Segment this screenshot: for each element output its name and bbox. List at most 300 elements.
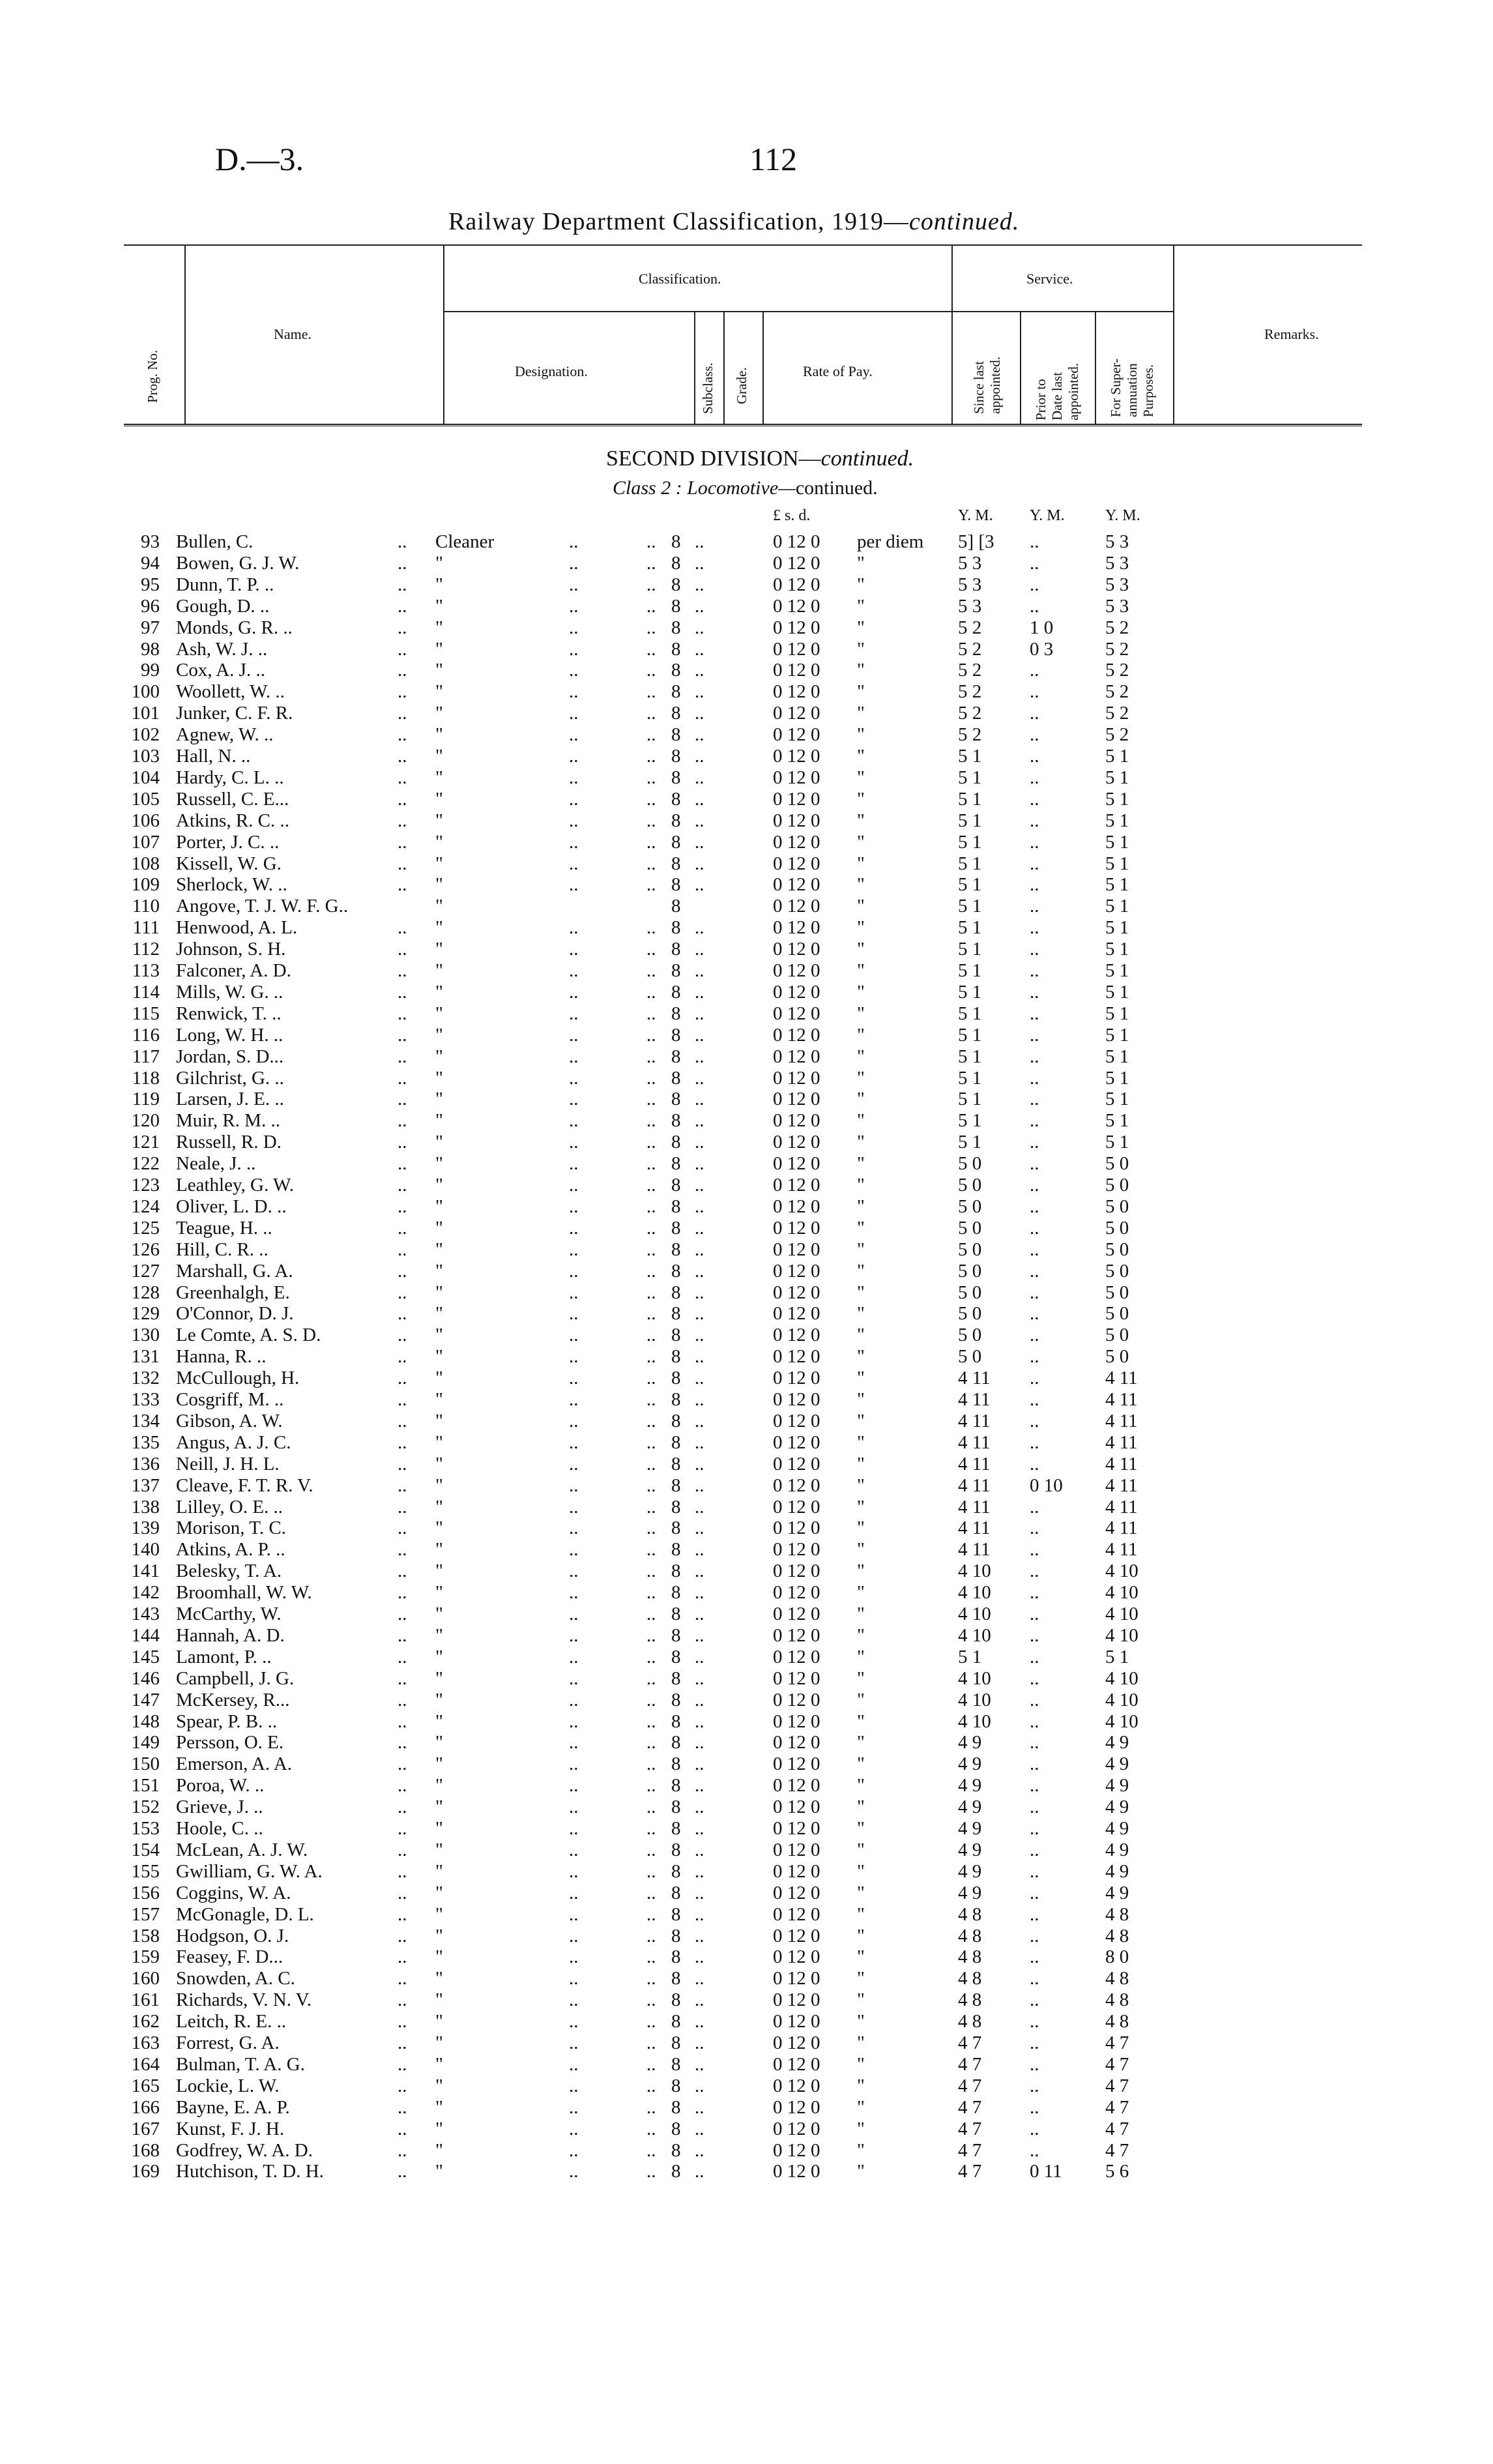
superannuation-cell: 5 2 — [1105, 681, 1129, 703]
rate-cell: 0 12 0 — [773, 1946, 820, 1968]
grade-cell: 8 — [671, 1882, 681, 1903]
designation-cell: " — [435, 896, 443, 917]
rate-suffix-cell: " — [857, 767, 865, 788]
grade-cell: 8 — [671, 1775, 681, 1797]
leader-dots: .. — [398, 574, 407, 595]
leader-dots: .. — [398, 1689, 407, 1710]
prog-no-cell: 114 — [132, 981, 160, 1003]
leader-dots: .. — [569, 2011, 579, 2032]
leader-dots: .. — [398, 1003, 407, 1024]
designation-cell: " — [435, 853, 443, 874]
grade-cell: 8 — [671, 1624, 681, 1646]
grade-cell: 8 — [671, 1946, 681, 1968]
document-id: D.—3. — [215, 141, 304, 177]
rate-suffix-cell: " — [857, 1046, 865, 1067]
leader-dots: .. — [695, 917, 704, 939]
grade-cell: 8 — [671, 1518, 681, 1539]
table-row — [0, 1582, 1493, 1604]
designation-cell: " — [435, 1239, 443, 1260]
prog-no-cell: 103 — [131, 746, 160, 767]
leader-dots: .. — [398, 981, 407, 1003]
prior-to-date-cell: .. — [1030, 1582, 1039, 1604]
name-cell: Poroa, W. .. — [176, 1775, 265, 1797]
name-cell: Sherlock, W. .. — [176, 874, 287, 896]
table-row — [0, 1497, 1493, 1518]
rate-suffix-cell: " — [857, 1325, 865, 1346]
prog-no-cell: 138 — [131, 1496, 160, 1518]
prior-to-date-cell: .. — [1030, 1753, 1039, 1775]
since-last-cell: 5 2 — [958, 617, 982, 638]
superannuation-cell: 5 1 — [1105, 831, 1129, 853]
name-cell: McCullough, H. — [176, 1368, 300, 1389]
leader-dots: .. — [398, 1410, 407, 1431]
rate-suffix-cell: " — [857, 1003, 865, 1024]
rate-cell: 0 12 0 — [773, 1175, 820, 1195]
prior-to-date-cell: .. — [1030, 1153, 1039, 1175]
rate-cell: 0 12 0 — [773, 1303, 820, 1325]
name-cell: Neale, J. .. — [176, 1153, 256, 1175]
header-mid-rule — [443, 311, 1173, 312]
prior-to-date-cell: .. — [1030, 574, 1039, 595]
grade-cell: 8 — [671, 1667, 681, 1689]
leader-dots: .. — [398, 1539, 407, 1561]
since-last-cell: 5 0 — [958, 1303, 982, 1325]
leader-dots: .. — [569, 1346, 579, 1368]
leader-dots: .. — [398, 2118, 407, 2139]
designation-cell: " — [435, 1775, 443, 1797]
rate-cell: 0 12 0 — [773, 1368, 820, 1389]
leader-dots: .. — [695, 1582, 704, 1604]
name-cell: Agnew, W. .. — [176, 724, 274, 746]
leader-dots: .. — [695, 1882, 704, 1903]
leader-dots: .. — [646, 1067, 656, 1089]
designation-cell: " — [435, 703, 443, 724]
grade-cell: 8 — [671, 1903, 681, 1925]
superannuation-cell: 5 1 — [1105, 874, 1129, 896]
grade-cell: 8 — [671, 1453, 681, 1474]
name-cell: Bayne, E. A. P. — [176, 2096, 290, 2118]
prog-no-cell: 135 — [131, 1431, 160, 1453]
prog-no-cell: 110 — [132, 896, 160, 917]
table-row — [0, 1218, 1493, 1239]
leader-dots: .. — [569, 574, 579, 595]
superannuation-cell: 5 0 — [1105, 1260, 1129, 1282]
superannuation-cell: 4 8 — [1105, 1989, 1129, 2011]
superannuation-cell: 5 1 — [1105, 939, 1129, 960]
leader-dots: .. — [398, 724, 407, 746]
prog-no-cell: 100 — [131, 681, 160, 703]
leader-dots: .. — [695, 1282, 704, 1303]
since-last-cell: 4 8 — [958, 1903, 982, 1925]
leader-dots: .. — [569, 1797, 579, 1818]
leader-dots: .. — [646, 1346, 656, 1368]
since-last-cell: 5 1 — [958, 1046, 982, 1067]
table-row — [0, 1883, 1493, 1904]
grade-cell: 8 — [671, 1925, 681, 1946]
leader-dots: .. — [695, 2075, 704, 2096]
prog-no-cell: 94 — [141, 552, 160, 574]
prior-to-date-cell: .. — [1030, 1110, 1039, 1132]
leader-dots: .. — [695, 1260, 704, 1282]
leader-dots: .. — [569, 1989, 579, 2011]
grade-cell: 8 — [671, 1582, 681, 1604]
designation-cell: " — [435, 767, 443, 788]
designation-cell: " — [435, 1732, 443, 1753]
name-cell: Hall, N. .. — [176, 746, 251, 767]
leader-dots: .. — [646, 2075, 656, 2096]
prior-to-date-cell: .. — [1030, 724, 1039, 746]
since-last-cell: 5 1 — [958, 1646, 982, 1667]
superannuation-cell: 4 9 — [1105, 1732, 1129, 1753]
grade-cell: 8 — [671, 1089, 681, 1110]
superannuation-cell: 5 1 — [1105, 853, 1129, 874]
leader-dots: .. — [569, 2161, 579, 2182]
leader-dots: .. — [569, 1775, 579, 1797]
grade-cell: 8 — [671, 660, 681, 681]
prog-no-cell: 148 — [131, 1710, 160, 1732]
table-row — [0, 1175, 1493, 1196]
prior-to-date-cell: .. — [1030, 2118, 1039, 2139]
leader-dots: .. — [398, 1431, 407, 1453]
designation-cell: " — [435, 1882, 443, 1903]
since-last-cell: 5 1 — [958, 810, 982, 831]
since-last-cell: 5 1 — [958, 939, 982, 960]
name-cell: Oliver, L. D. .. — [176, 1195, 287, 1217]
leader-dots: .. — [695, 1797, 704, 1818]
designation-cell: " — [435, 939, 443, 960]
table-row — [0, 724, 1493, 746]
leader-dots: .. — [398, 1217, 407, 1239]
grade-cell: 8 — [671, 1989, 681, 2011]
prog-no-cell: 127 — [131, 1260, 160, 1282]
grade-cell: 8 — [671, 1024, 681, 1046]
superannuation-cell: 5 1 — [1105, 1046, 1129, 1067]
prog-no-cell: 150 — [131, 1753, 160, 1775]
rate-suffix-cell: " — [857, 2096, 865, 2118]
prog-no-cell: 120 — [131, 1110, 160, 1132]
leader-dots: .. — [646, 1175, 656, 1195]
grade-cell: 8 — [671, 1110, 681, 1132]
rate-cell: 0 12 0 — [773, 724, 820, 746]
leader-dots: .. — [695, 831, 704, 853]
leader-dots: .. — [398, 1604, 407, 1624]
rate-suffix-cell: " — [857, 2161, 865, 2182]
table-row — [0, 617, 1493, 639]
prior-to-date-cell: .. — [1030, 1175, 1039, 1195]
name-cell: McLean, A. J. W. — [176, 1839, 308, 1860]
table-row — [0, 1989, 1493, 2011]
rate-cell: 0 12 0 — [773, 1046, 820, 1067]
grade-cell: 8 — [671, 1067, 681, 1089]
table-row — [0, 2011, 1493, 2032]
leader-dots: .. — [646, 638, 656, 660]
grade-cell: 8 — [671, 1132, 681, 1153]
leader-dots: .. — [646, 1453, 656, 1474]
rate-suffix-cell: " — [857, 660, 865, 681]
leader-dots: .. — [569, 1839, 579, 1860]
header-name: Name. — [274, 326, 312, 342]
prior-to-date-cell: .. — [1030, 2053, 1039, 2075]
grade-cell: 8 — [671, 574, 681, 595]
superannuation-cell: 5 2 — [1105, 638, 1129, 660]
leader-dots: .. — [695, 874, 704, 896]
prior-to-date-cell: .. — [1030, 1195, 1039, 1217]
superannuation-cell: 5 1 — [1105, 1024, 1129, 1046]
superannuation-cell: 8 0 — [1105, 1946, 1129, 1968]
leader-dots: .. — [646, 1667, 656, 1689]
prog-no-cell: 162 — [131, 2011, 160, 2032]
leader-dots: .. — [398, 617, 407, 638]
rate-suffix-cell: " — [857, 1346, 865, 1368]
since-last-cell: 5 2 — [958, 724, 982, 746]
rate-suffix-cell: " — [857, 1925, 865, 1946]
leader-dots: .. — [569, 703, 579, 724]
rate-cell: 0 12 0 — [773, 1753, 820, 1775]
rate-cell: 0 12 0 — [773, 1453, 820, 1474]
leader-dots: .. — [569, 2118, 579, 2139]
leader-dots: .. — [398, 1989, 407, 2011]
superannuation-cell: 5 2 — [1105, 617, 1129, 638]
designation-cell: " — [435, 1518, 443, 1539]
leader-dots: .. — [646, 2161, 656, 2182]
name-cell: Leathley, G. W. — [176, 1175, 294, 1195]
grade-cell: 8 — [671, 831, 681, 853]
rate-suffix-cell: " — [857, 981, 865, 1003]
designation-cell: " — [435, 1175, 443, 1195]
leader-dots: .. — [569, 960, 579, 981]
table-row — [0, 1132, 1493, 1153]
leader-dots: .. — [646, 1646, 656, 1667]
leader-dots: .. — [569, 810, 579, 831]
grade-cell: 8 — [671, 874, 681, 896]
leader-dots: .. — [646, 981, 656, 1003]
rate-cell: 0 12 0 — [773, 896, 820, 917]
superannuation-cell: 4 10 — [1105, 1604, 1138, 1624]
rate-suffix-cell: " — [857, 874, 865, 896]
prog-no-cell: 98 — [141, 638, 160, 660]
rate-suffix-cell: per diem — [857, 531, 924, 552]
rate-cell: 0 12 0 — [773, 1968, 820, 1989]
rate-cell: 0 12 0 — [773, 574, 820, 595]
prior-to-date-cell: .. — [1030, 917, 1039, 939]
superannuation-cell: 4 9 — [1105, 1860, 1129, 1882]
leader-dots: .. — [569, 1431, 579, 1453]
leader-dots: .. — [695, 2161, 704, 2182]
leader-dots: .. — [646, 1925, 656, 1946]
rate-suffix-cell: " — [857, 1217, 865, 1239]
leader-dots: .. — [569, 1732, 579, 1753]
leader-dots: .. — [398, 1389, 407, 1410]
name-cell: McGonagle, D. L. — [176, 1903, 314, 1925]
leader-dots: .. — [646, 1624, 656, 1646]
designation-cell: " — [435, 1839, 443, 1860]
grade-cell: 8 — [671, 617, 681, 638]
designation-cell: " — [435, 2075, 443, 2096]
rate-cell: 0 12 0 — [773, 1561, 820, 1582]
name-cell: Lilley, O. E. .. — [176, 1496, 283, 1518]
superannuation-cell: 5 1 — [1105, 981, 1129, 1003]
name-cell: Ash, W. J. .. — [176, 638, 268, 660]
leader-dots: .. — [695, 810, 704, 831]
leader-dots: .. — [695, 2139, 704, 2161]
prog-no-cell: 153 — [131, 1818, 160, 1839]
since-last-cell: 4 10 — [958, 1561, 991, 1582]
table-row — [0, 2119, 1493, 2140]
designation-cell: " — [435, 681, 443, 703]
superannuation-cell: 4 7 — [1105, 2096, 1129, 2118]
designation-cell: " — [435, 1003, 443, 1024]
name-cell: Angove, T. J. W. F. G.. — [176, 896, 349, 917]
leader-dots: .. — [398, 1453, 407, 1474]
leader-dots: .. — [398, 831, 407, 853]
header-grade: Grade. — [734, 367, 749, 404]
designation-cell: " — [435, 1325, 443, 1346]
rate-suffix-cell: " — [857, 681, 865, 703]
superannuation-cell: 4 11 — [1105, 1518, 1138, 1539]
rate-cell: 0 12 0 — [773, 703, 820, 724]
unit-ym-since: Y. M. — [958, 507, 993, 524]
leader-dots: .. — [569, 681, 579, 703]
leader-dots: .. — [398, 1667, 407, 1689]
leader-dots: .. — [695, 1818, 704, 1839]
leader-dots: .. — [569, 939, 579, 960]
leader-dots: .. — [398, 1903, 407, 1925]
leader-dots: .. — [695, 1153, 704, 1175]
since-last-cell: 4 11 — [958, 1474, 991, 1496]
prior-to-date-cell: .. — [1030, 1046, 1039, 1067]
name-cell: Leitch, R. E. .. — [176, 2011, 287, 2032]
prior-to-date-cell: .. — [1030, 746, 1039, 767]
leader-dots: .. — [646, 1818, 656, 1839]
leader-dots: .. — [569, 1153, 579, 1175]
prog-no-cell: 142 — [131, 1582, 160, 1604]
name-cell: Dunn, T. P. .. — [176, 574, 274, 595]
unit-ym-super: Y. M. — [1105, 507, 1140, 524]
table-row — [0, 1196, 1493, 1218]
leader-dots: .. — [646, 1539, 656, 1561]
leader-dots: .. — [695, 1989, 704, 2011]
leader-dots: .. — [695, 1217, 704, 1239]
leader-dots: .. — [646, 2032, 656, 2053]
leader-dots: .. — [646, 660, 656, 681]
leader-dots: .. — [569, 1604, 579, 1624]
grade-cell: 8 — [671, 2032, 681, 2053]
superannuation-cell: 5 1 — [1105, 917, 1129, 939]
rate-cell: 0 12 0 — [773, 1431, 820, 1453]
rate-cell: 0 12 0 — [773, 746, 820, 767]
leader-dots: .. — [398, 2161, 407, 2182]
rate-cell: 0 12 0 — [773, 1496, 820, 1518]
grade-cell: 8 — [671, 1474, 681, 1496]
table-row — [0, 1475, 1493, 1497]
leader-dots: .. — [646, 1282, 656, 1303]
leader-dots: .. — [695, 1346, 704, 1368]
leader-dots: .. — [695, 1389, 704, 1410]
leader-dots: .. — [695, 1132, 704, 1153]
prog-no-cell: 109 — [131, 874, 160, 896]
leader-dots: .. — [646, 1239, 656, 1260]
prior-to-date-cell: .. — [1030, 1453, 1039, 1474]
leader-dots: .. — [569, 1753, 579, 1775]
since-last-cell: 5 1 — [958, 1110, 982, 1132]
prior-to-date-cell: .. — [1030, 1518, 1039, 1539]
name-cell: Godfrey, W. A. D. — [176, 2139, 313, 2161]
leader-dots: .. — [695, 1839, 704, 1860]
prog-no-cell: 166 — [131, 2096, 160, 2118]
leader-dots: .. — [398, 1346, 407, 1368]
leader-dots: .. — [695, 1753, 704, 1775]
prog-no-cell: 96 — [141, 595, 160, 617]
grade-cell: 8 — [671, 1368, 681, 1389]
designation-cell: " — [435, 1110, 443, 1132]
since-last-cell: 5 2 — [958, 681, 982, 703]
name-cell: Marshall, G. A. — [176, 1260, 293, 1282]
superannuation-cell: 5 1 — [1105, 767, 1129, 788]
prior-to-date-cell: .. — [1030, 1561, 1039, 1582]
leader-dots: .. — [398, 531, 407, 552]
rate-suffix-cell: " — [857, 1775, 865, 1797]
prog-no-cell: 139 — [131, 1518, 160, 1539]
leader-dots: .. — [398, 1046, 407, 1067]
grade-cell: 8 — [671, 767, 681, 788]
name-cell: Porter, J. C. .. — [176, 831, 280, 853]
prog-no-cell: 163 — [131, 2032, 160, 2053]
leader-dots: .. — [398, 1175, 407, 1195]
table-row — [0, 1282, 1493, 1304]
leader-dots: .. — [398, 2139, 407, 2161]
rate-suffix-cell: " — [857, 1710, 865, 1732]
leader-dots: .. — [569, 1667, 579, 1689]
since-last-cell: 5 2 — [958, 703, 982, 724]
rate-suffix-cell: " — [857, 1753, 865, 1775]
leader-dots: .. — [569, 2053, 579, 2075]
prog-no-cell: 134 — [131, 1410, 160, 1431]
superannuation-cell: 4 10 — [1105, 1561, 1138, 1582]
leader-dots: .. — [569, 1389, 579, 1410]
name-cell: Monds, G. R. .. — [176, 617, 293, 638]
since-last-cell: 4 8 — [958, 1989, 982, 2011]
superannuation-cell: 5 1 — [1105, 1110, 1129, 1132]
prior-to-date-cell: .. — [1030, 1539, 1039, 1561]
leader-dots: .. — [646, 767, 656, 788]
prog-no-cell: 136 — [131, 1453, 160, 1474]
grade-cell: 8 — [671, 1732, 681, 1753]
table-row — [0, 1110, 1493, 1132]
rate-suffix-cell: " — [857, 703, 865, 724]
name-cell: Hoole, C. .. — [176, 1818, 263, 1839]
since-last-cell: 4 9 — [958, 1882, 982, 1903]
grade-cell: 8 — [671, 917, 681, 939]
leader-dots: .. — [569, 981, 579, 1003]
since-last-cell: 5 0 — [958, 1282, 982, 1303]
prog-no-cell: 112 — [132, 939, 160, 960]
leader-dots: .. — [695, 1474, 704, 1496]
leader-dots: .. — [646, 1303, 656, 1325]
rate-suffix-cell: " — [857, 917, 865, 939]
table-row — [0, 1389, 1493, 1411]
table-row — [0, 553, 1493, 574]
rate-cell: 0 12 0 — [773, 660, 820, 681]
grade-cell: 8 — [671, 1818, 681, 1839]
prog-no-cell: 131 — [131, 1346, 160, 1368]
leader-dots: .. — [695, 1089, 704, 1110]
table-row — [0, 1153, 1493, 1175]
rate-cell: 0 12 0 — [773, 2118, 820, 2139]
name-cell: Angus, A. J. C. — [176, 1431, 291, 1453]
superannuation-cell: 4 11 — [1105, 1474, 1138, 1496]
leader-dots: .. — [569, 1496, 579, 1518]
leader-dots: .. — [398, 1518, 407, 1539]
